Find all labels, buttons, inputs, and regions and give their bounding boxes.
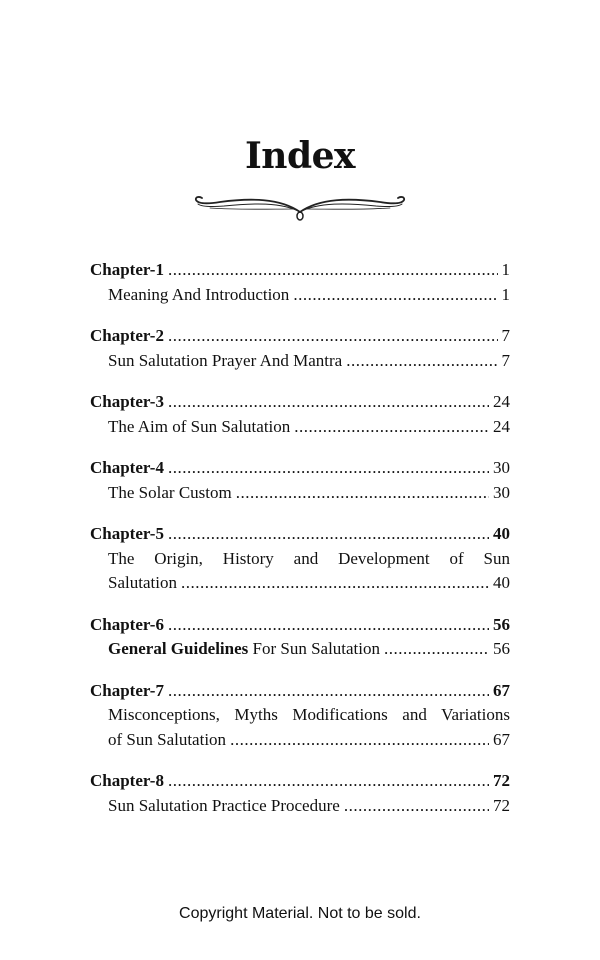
dot-leader [168,324,498,349]
toc-chapter-row[interactable] [90,679,510,704]
toc-chapter-2 [90,324,510,373]
toc-chapter-1 [90,258,510,307]
dot-leader [168,679,489,704]
chapter-label: Chapter-7 [90,680,164,700]
dot-leader [168,769,489,794]
dot-leader [168,390,489,415]
chapter-label: Chapter-3 [90,392,164,411]
toc-entry-row[interactable] [90,349,510,374]
dot-leader [168,613,489,638]
dot-leader [236,481,489,506]
chapter-label: Chapter-1 [90,260,164,279]
toc-chapter-7 [90,679,510,753]
chapter-label: Chapter-4 [90,458,164,477]
toc-chapter-6 [90,613,510,662]
toc-chapter-row[interactable] [90,456,510,481]
entry-title: of Sun Salutation [108,729,227,749]
dot-leader [168,258,498,283]
entry-title: Sun Salutation Practice Procedure [108,795,340,815]
page-number: 30 [493,458,510,477]
toc-entry-row[interactable] [90,481,510,506]
page-number: 1 [501,260,510,279]
entry-title: The Solar Custom [108,482,232,502]
entry-title: The Aim of Sun Salutation [108,416,291,436]
page-number: 72 [493,771,510,790]
toc-chapter-row[interactable] [90,522,510,547]
entry-title-line[interactable]: Misconceptions, Myths Modifications and Variations [108,705,510,724]
entry-title: Sun Salutation Prayer And Mantra [108,350,343,370]
entry-title-rest: For Sun Salutation [248,639,381,658]
page-number: 40 [493,524,510,543]
toc-entry-row[interactable] [90,415,510,440]
toc-entry-row[interactable] [90,794,510,819]
entry-title: Meaning And Introduction [108,284,290,304]
page-number: 30 [493,482,510,502]
page-number: 24 [493,416,510,436]
toc-chapter-3 [90,390,510,439]
dot-leader [293,283,497,308]
page-number: 24 [493,392,510,411]
page-number: 56 [493,614,510,634]
entry-title: Salutation [108,573,177,592]
toc-chapter-4 [90,456,510,505]
page-number: 67 [493,680,510,700]
chapter-label: Chapter-2 [90,326,164,345]
flourish-divider-icon [190,192,410,224]
page-title: Index [244,135,356,177]
toc-entry-row[interactable] [90,728,510,753]
toc-chapter-row[interactable] [90,769,510,794]
dot-leader [384,637,489,662]
table-of-contents [90,258,510,835]
toc-entry-row[interactable] [90,571,510,596]
toc-chapter-5 [90,522,510,596]
copyright-footer: Copyright Material. Not to be sold. [179,905,421,922]
toc-chapter-row[interactable] [90,324,510,349]
dot-leader [344,794,489,819]
toc-entry-row[interactable] [90,637,510,662]
toc-chapter-row[interactable] [90,613,510,638]
page-number: 1 [501,284,510,304]
entry-title-bold: General Guidelines [108,639,249,658]
page-number: 40 [493,573,510,592]
page-number: 67 [493,729,510,749]
page-number: 7 [501,326,510,345]
toc-chapter-8 [90,769,510,818]
page-number: 56 [493,639,510,658]
dot-leader [230,728,489,753]
dot-leader [181,571,489,596]
toc-chapter-row[interactable] [90,390,510,415]
page-number: 7 [501,350,510,370]
dot-leader [346,349,497,374]
chapter-label: Chapter-5 [90,524,164,543]
page-number: 72 [493,795,510,815]
entry-title [108,637,380,662]
dot-leader [168,522,489,547]
entry-title-line[interactable]: The Origin, History and Development of Sun [108,548,510,568]
dot-leader [294,415,489,440]
toc-entry-row[interactable] [90,283,510,308]
toc-chapter-row[interactable] [90,258,510,283]
chapter-label: Chapter-6 [90,614,164,634]
dot-leader [168,456,489,481]
chapter-label: Chapter-8 [90,771,164,790]
